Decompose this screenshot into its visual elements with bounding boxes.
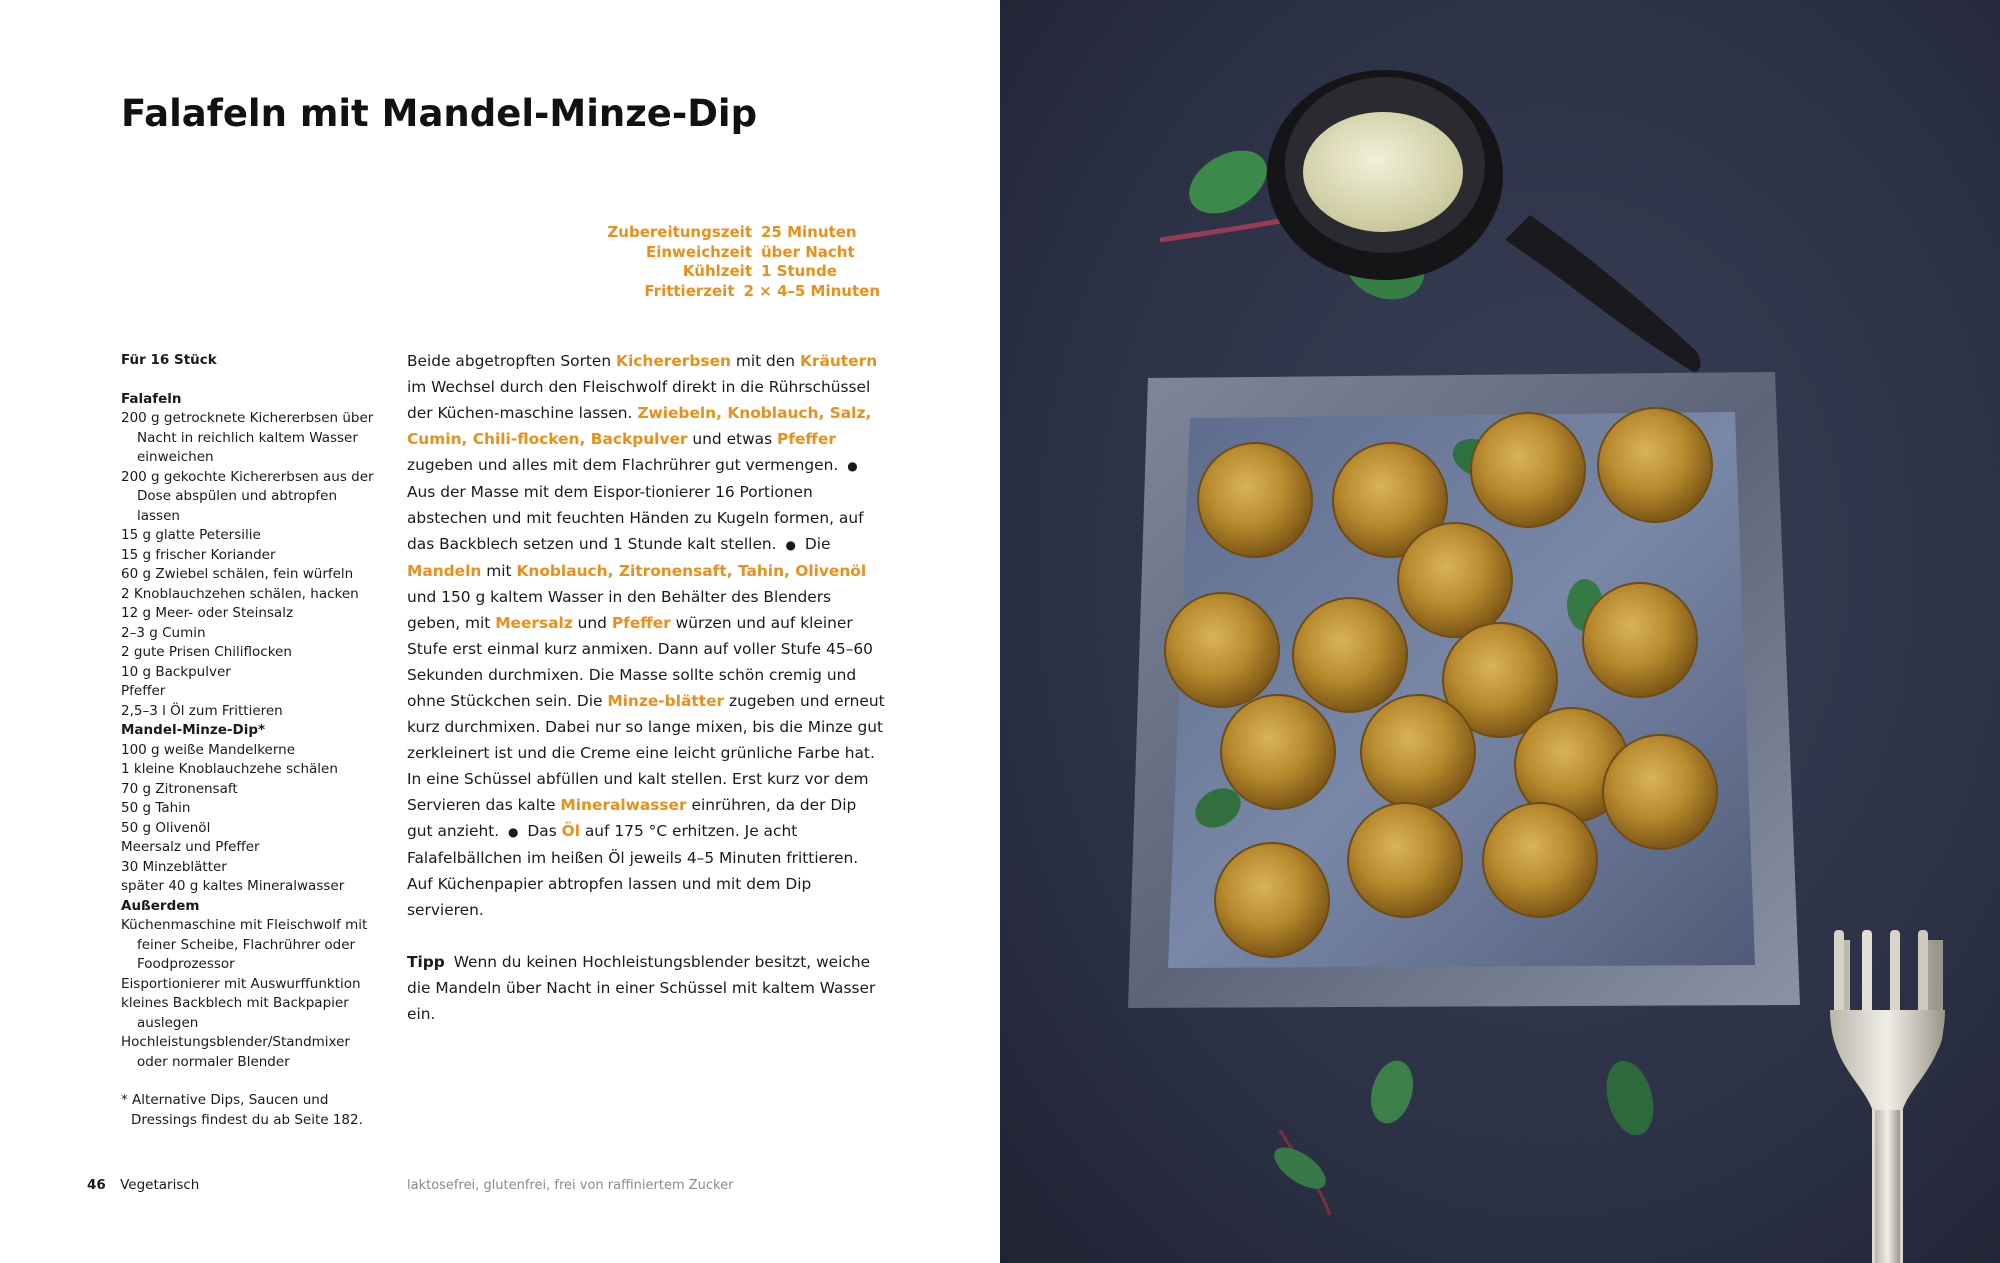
method-segment: mit (481, 562, 517, 580)
ingredient-item: 200 g gekochte Kichererbsen aus der Dose abspülen und abtropfen lassen (121, 468, 374, 524)
ingredient-item: 12 g Meer- oder Steinsalz (121, 605, 294, 621)
ingredient-item: Pfeffer (121, 683, 166, 699)
section-name: Vegetarisch (120, 1177, 200, 1193)
highlighted-ingredient: Knoblauch, Zitronensaft, Tahin, Olivenöl (516, 562, 867, 580)
falafel-ball (1603, 735, 1717, 849)
ingredient-item: Meersalz und Pfeffer (121, 839, 260, 855)
method-segment: würzen und auf kleiner Stufe erst einmal kurz anmixen. Dann auf voller Stufe 45–60 Sekunden durchmixen. Die Masse sollte schön cremig und ohne Stückchen sein. Die (407, 614, 873, 710)
almond-mint-dip (1303, 112, 1463, 232)
ingredient-item: 2–3 g Cumin (121, 624, 206, 641)
falafel-ball (1221, 695, 1335, 809)
ingredient-section-heading: Falafeln (121, 390, 182, 407)
method-segment: im Wechsel durch den Fleischwolf direkt in die Rührschüssel der Küchen-maschine lassen. (407, 378, 871, 422)
highlighted-ingredient: Öl (561, 822, 580, 840)
highlighted-ingredient: Kräutern (799, 352, 878, 370)
tip-label: Tipp (407, 953, 445, 971)
method-segment: zugeben und erneut kurz durchmixen. Dabei nur so lange mixen, bis die Minze gut zerkleinert ist und die Creme eine leicht grünliche Farbe hat. In eine Schüssel abfüllen und kalt stellen. Erst kurz vor dem Servieren das kalte (407, 692, 885, 814)
recipe-title: Falafeln mit Mandel-Minze-Dip (121, 92, 758, 135)
time-label: Frittierzeit (644, 281, 735, 300)
ingredient-item: 100 g weiße Mandelkerne (121, 741, 296, 758)
time-label: Kühlzeit (682, 262, 752, 280)
falafel-photo (1000, 0, 2000, 1263)
step-bullet: ● (785, 538, 796, 552)
time-label: Zubereitungszeit (607, 223, 752, 241)
ingredient-item: später 40 g kaltes Mineralwasser (121, 878, 345, 894)
ingredient-item: 60 g Zwiebel schälen, fein würfeln (121, 566, 354, 582)
time-value: über Nacht (761, 242, 855, 261)
highlighted-ingredient: Kichererbsen (616, 352, 731, 370)
method-segment: auf 175 °C erhitzen. Je acht Falafelbällchen im heißen Öl jeweils 4–5 Minuten frittieren. Auf Küchenpapier abtropfen lassen und mit dem Dip servieren. (407, 822, 859, 919)
ingredient-item: 15 g glatte Petersilie (121, 527, 261, 543)
ingredient-item: kleines Backblech mit Backpapier auslegen (121, 995, 349, 1031)
falafel-ball (1361, 695, 1475, 809)
highlighted-ingredient: Mineralwasser (560, 796, 687, 814)
ingredient-item: 1 kleine Knoblauchzehe schälen (121, 761, 338, 777)
ingredient-item: 2 gute Prisen Chiliflocken (121, 644, 292, 660)
method-segment: und (572, 614, 612, 632)
method-segment: einrühren, da der Dip gut anzieht. (407, 796, 857, 840)
method-segment: und etwas (687, 430, 778, 448)
page-number: 46 (87, 1177, 106, 1193)
time-row (560, 223, 880, 243)
method-segment: Das (522, 822, 562, 840)
yield-label: Für 16 Stück (121, 352, 217, 368)
falafel-ball (1165, 593, 1279, 707)
highlighted-ingredient: Pfeffer (777, 430, 836, 448)
ingredient-item: 30 Minzeblätter (121, 858, 227, 875)
falafel-ball (1215, 843, 1329, 957)
method-segment: Beide abgetropften Sorten (407, 352, 617, 370)
footnote: * Alternative Dips, Saucen und Dressings findest du ab Seite 182. (121, 1092, 363, 1128)
ingredient-item: 2 Knoblauchzehen schälen, hacken (121, 585, 359, 602)
falafel-ball (1483, 803, 1597, 917)
method-segment: und 150 g kaltem Wasser in den Behälter des Blenders geben, mit (407, 588, 832, 632)
ingredient-item: 200 g getrocknete Kichererbsen über Nacht in reichlich kaltem Wasser einweichen (121, 410, 374, 465)
time-value: 2 × 4–5 Minuten (743, 281, 880, 300)
method-segment: Aus der Masse mit dem Eispor-tionierer 16 Portionen abstechen und mit feuchten Händen zu Kugeln formen, auf das Backblech setzen und 1 Stunde kalt stellen. (407, 483, 864, 553)
method-column (407, 348, 885, 1027)
highlighted-ingredient: Pfeffer (611, 614, 671, 632)
method-text (407, 348, 885, 923)
falafel-ball (1348, 803, 1462, 917)
ingredient-item: Eisportionierer mit Auswurffunktion (121, 975, 361, 992)
time-value: 25 Minuten (761, 223, 857, 241)
tip-paragraph (407, 949, 885, 1027)
falafel-ball (1198, 443, 1312, 557)
ingredient-item: Hochleistungsblender/Standmixer oder normaler Blender (121, 1034, 350, 1070)
ingredient-list (121, 351, 381, 1130)
ingredient-item: Küchenmaschine mit Fleischwolf mit feiner Scheibe, Flachrührer oder Foodprozessor (121, 917, 368, 972)
time-row (560, 243, 880, 263)
falafel-ball (1471, 413, 1585, 527)
ingredient-item: 10 g Backpulver (121, 663, 231, 680)
falafel-ball (1398, 523, 1512, 637)
step-bullet: ● (847, 459, 858, 473)
time-info (560, 223, 880, 301)
time-row (560, 282, 880, 302)
ingredient-section-heading: Außerdem (121, 897, 200, 914)
tip-text: Wenn du keinen Hochleistungsblender besitzt, weiche die Mandeln über Nacht in einer Schüssel mit kaltem Wasser ein. (407, 953, 876, 1023)
highlighted-ingredient: Mandeln (407, 562, 482, 580)
page-footer (87, 1177, 199, 1193)
falafel-ball (1583, 583, 1697, 697)
method-segment: zugeben und alles mit dem Flachrührer gut vermengen. (407, 456, 844, 474)
time-label: Einweichzeit (645, 242, 752, 261)
step-bullet: ● (508, 825, 519, 839)
ingredient-item: 70 g Zitronensaft (121, 780, 238, 797)
diet-tags: laktosefrei, glutenfrei, frei von raffiniertem Zucker (407, 1178, 734, 1193)
ingredient-item: 50 g Tahin (121, 800, 191, 816)
time-value: 1 Stunde (761, 262, 837, 280)
highlighted-ingredient: Zwiebeln, Knoblauch, Salz, Cumin, Chili-flocken, Backpulver (407, 404, 872, 448)
method-segment: Die (799, 535, 831, 553)
ingredient-item: 50 g Olivenöl (121, 819, 211, 836)
falafel-ball (1598, 408, 1712, 522)
highlighted-ingredient: Minze-blätter (607, 692, 725, 710)
ingredient-section-heading: Mandel-Minze-Dip* (121, 722, 266, 738)
ingredient-item: 2,5–3 l Öl zum Frittieren (121, 702, 283, 719)
time-row (560, 262, 880, 282)
ingredient-item: 15 g frischer Koriander (121, 546, 276, 563)
method-segment: mit den (730, 352, 800, 370)
highlighted-ingredient: Meersalz (495, 614, 573, 632)
falafel-ball (1293, 598, 1407, 712)
